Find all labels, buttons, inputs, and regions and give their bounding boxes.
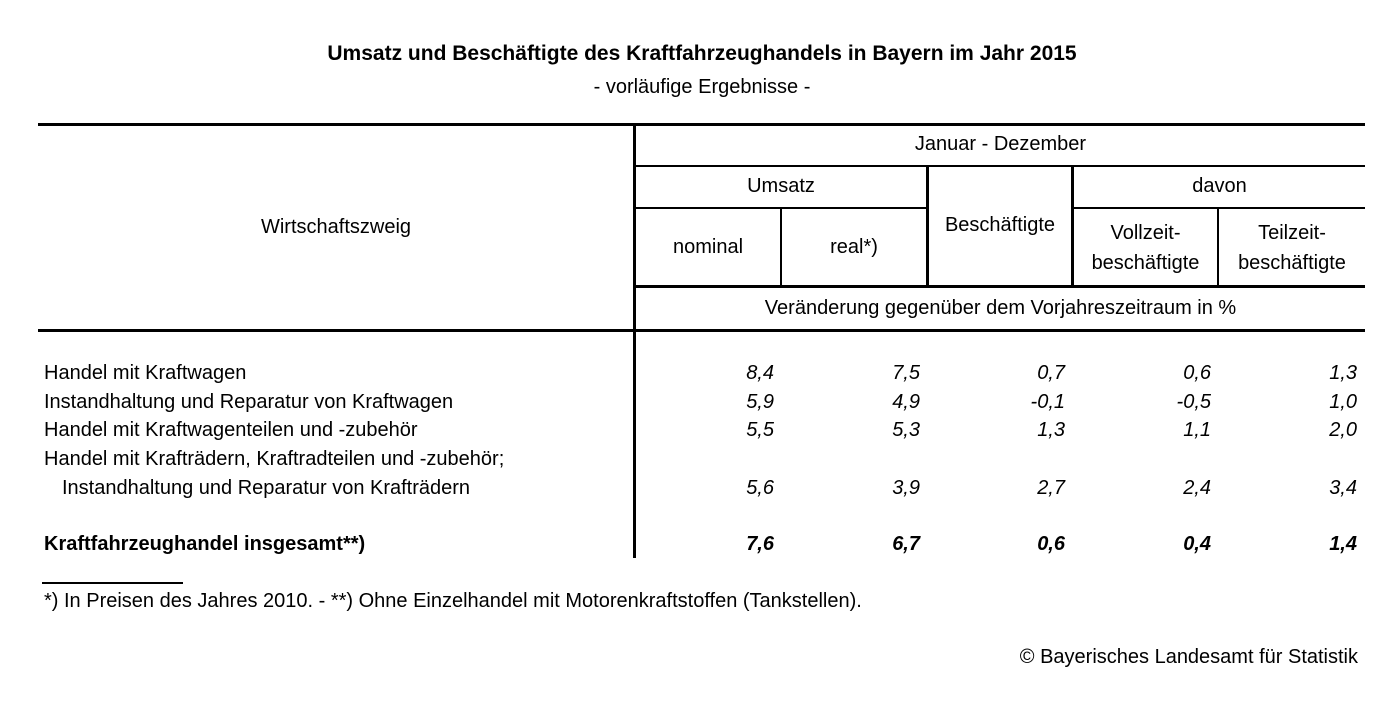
cell-teilzeit: 3,4 (1329, 477, 1357, 499)
cell-real: 4,9 (892, 391, 920, 413)
header-vollzeit (1074, 218, 1217, 278)
row-label: Handel mit Kraftwagenteilen und -zubehör (44, 419, 418, 441)
footnote: *) In Preisen des Jahres 2010. - **) Ohne Einzelhandel mit Motorenkraftstoffen (Tankstellen). (44, 590, 862, 612)
header-bottom-rule (38, 329, 1365, 332)
footnote-rule (42, 582, 183, 584)
header-nominal: nominal (672, 236, 744, 258)
cell-nominal-total: 7,6 (746, 533, 774, 555)
cell-teilzeit: 1,3 (1329, 362, 1357, 384)
header-umsatz: Umsatz (747, 175, 815, 197)
cell-vollzeit: 2,4 (1183, 477, 1211, 499)
row-label-total: Kraftfahrzeughandel insgesamt**) (44, 533, 366, 555)
header-vollzeit-line1: Vollzeit- (1110, 222, 1181, 244)
header-period: Januar - Dezember (914, 133, 1087, 155)
cell-real: 5,3 (892, 419, 920, 441)
header-rule-4 (636, 285, 1365, 288)
top-rule (38, 123, 1365, 126)
header-beschaeftigte: Beschäftigte (944, 214, 1056, 236)
cell-beschaeftigte: 1,3 (1037, 419, 1065, 441)
cell-beschaeftigte: 2,7 (1037, 477, 1065, 499)
header-teilzeit (1219, 218, 1365, 278)
cell-real-total: 6,7 (892, 533, 920, 555)
cell-teilzeit: 1,0 (1329, 391, 1357, 413)
cell-nominal: 5,6 (746, 477, 774, 499)
header-real: real*) (830, 236, 878, 258)
cell-teilzeit: 2,0 (1329, 419, 1357, 441)
header-davon: davon (1192, 175, 1247, 197)
copyright: © Bayerisches Landesamt für Statistik (1019, 646, 1358, 668)
header-branch: Wirtschaftszweig (260, 216, 412, 238)
cell-beschaeftigte: 0,7 (1037, 362, 1065, 384)
header-change: Veränderung gegenüber dem Vorjahreszeitraum in % (764, 297, 1237, 319)
cell-nominal: 5,9 (746, 391, 774, 413)
row-label-continued: Instandhaltung und Reparatur von Krafträdern (62, 477, 471, 499)
cell-teilzeit-total: 1,4 (1329, 533, 1357, 555)
cell-beschaeftigte-total: 0,6 (1037, 533, 1065, 555)
cell-beschaeftigte: -0,1 (1030, 391, 1065, 413)
cell-real: 7,5 (892, 362, 920, 384)
row-label: Handel mit Krafträdern, Kraftradteilen und -zubehör; (44, 448, 505, 470)
cell-nominal: 5,5 (746, 419, 774, 441)
header-vollzeit-line2: beschäftigte (1091, 252, 1200, 274)
table-title: Umsatz und Beschäftigte des Kraftfahrzeughandels in Bayern im Jahr 2015 (327, 42, 1077, 65)
table-subtitle: - vorläufige Ergebnisse - (593, 76, 811, 98)
header-rule-1 (636, 165, 1365, 167)
cell-vollzeit: 1,1 (1183, 419, 1211, 441)
cell-real: 3,9 (892, 477, 920, 499)
cell-vollzeit: -0,5 (1176, 391, 1211, 413)
cell-vollzeit: 0,6 (1183, 362, 1211, 384)
header-teilzeit-line1: Teilzeit- (1258, 222, 1326, 244)
row-label: Instandhaltung und Reparatur von Kraftwagen (44, 391, 454, 413)
header-teilzeit-line2: beschäftigte (1238, 252, 1346, 274)
cell-nominal: 8,4 (746, 362, 774, 384)
cell-vollzeit-total: 0,4 (1183, 533, 1211, 555)
header-rule-3 (1073, 207, 1365, 209)
row-label: Handel mit Kraftwagen (44, 362, 247, 384)
